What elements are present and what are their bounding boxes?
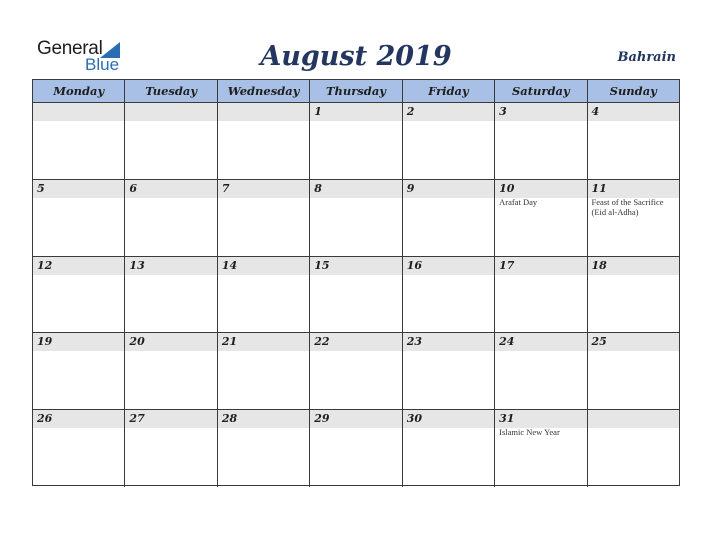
day-number: 31 — [499, 412, 515, 426]
day-number: 29 — [314, 412, 330, 426]
day-number: 26 — [37, 412, 53, 426]
day-cell-13 — [124, 257, 216, 333]
day-number: 20 — [129, 335, 145, 349]
day-cell-10 — [494, 180, 586, 256]
day-cell-11 — [587, 180, 679, 256]
day-cell-8 — [309, 180, 401, 256]
day-number: 24 — [499, 335, 515, 349]
day-cell-3 — [494, 103, 586, 179]
day-cell-20 — [124, 333, 216, 409]
calendar-grid — [32, 79, 680, 486]
day-cell-15 — [309, 257, 401, 333]
day-cell-19 — [33, 333, 124, 409]
day-cell-26 — [33, 410, 124, 487]
day-number: 2 — [406, 105, 415, 118]
day-cell-16 — [402, 257, 494, 333]
day-cell-28 — [217, 410, 309, 487]
day-cell-4 — [587, 103, 679, 179]
day-number-band — [310, 180, 401, 198]
week-row — [33, 257, 679, 334]
day-cell-6 — [124, 180, 216, 256]
day-number-band — [403, 180, 494, 198]
day-number: 1 — [314, 105, 322, 118]
day-cell-27 — [124, 410, 216, 487]
day-cell-23 — [402, 333, 494, 409]
day-number: 3 — [499, 105, 507, 118]
holiday-label: Feast of the Sacrifice (Eid al-Adha) — [591, 196, 664, 218]
day-number: 23 — [406, 335, 422, 349]
day-cell-empty — [33, 103, 124, 179]
day-number: 8 — [314, 181, 322, 195]
day-number: 18 — [591, 258, 607, 272]
day-cell-18 — [587, 257, 679, 333]
day-cell-5 — [33, 180, 124, 256]
day-number-band — [403, 103, 494, 121]
day-number: 25 — [591, 335, 607, 349]
logo-text-general: General — [37, 38, 103, 59]
weekday-header-sunday: Sunday — [587, 80, 679, 102]
day-number: 10 — [499, 181, 515, 195]
day-number: 12 — [37, 258, 53, 272]
day-number: 4 — [591, 105, 600, 118]
day-number-band — [125, 180, 216, 198]
weekday-header-thursday: Thursday — [309, 80, 401, 102]
weekday-header-wednesday: Wednesday — [217, 80, 309, 102]
day-cell-30 — [402, 410, 494, 487]
day-number-band — [218, 103, 309, 121]
day-cell-22 — [309, 333, 401, 409]
day-number: 19 — [37, 335, 53, 349]
day-cell-12 — [33, 257, 124, 333]
day-cell-21 — [217, 333, 309, 409]
day-cell-14 — [217, 257, 309, 333]
day-number: 22 — [314, 335, 330, 349]
day-cell-25 — [587, 333, 679, 409]
day-number: 30 — [406, 412, 422, 426]
weekday-header-saturday: Saturday — [494, 80, 586, 102]
holiday-label: Arafat Day — [499, 196, 538, 207]
day-number-band — [310, 103, 401, 121]
day-number: 28 — [221, 412, 238, 426]
weekday-header-monday: Monday — [53, 84, 105, 98]
week-row — [33, 180, 679, 257]
day-cell-31 — [494, 410, 586, 487]
day-number-band — [495, 103, 586, 121]
weekday-header-friday: Friday — [402, 80, 494, 102]
day-number: 16 — [406, 258, 422, 272]
day-cell-24 — [494, 333, 586, 409]
day-number: 15 — [314, 258, 330, 272]
holiday-label: Islamic New Year — [499, 427, 560, 438]
weekday-header-row — [33, 80, 679, 103]
day-cell-empty — [587, 410, 679, 487]
weekday-header-tuesday: Tuesday — [124, 80, 216, 102]
calendar-weeks — [33, 103, 679, 487]
day-number-band — [33, 180, 124, 198]
day-cell-7 — [217, 180, 309, 256]
day-number-band — [125, 103, 216, 121]
day-number: 11 — [591, 181, 607, 195]
week-row — [33, 333, 679, 410]
day-number: 6 — [129, 181, 138, 195]
day-cell-17 — [494, 257, 586, 333]
day-number: 5 — [37, 181, 45, 195]
day-cell-9 — [402, 180, 494, 256]
week-row — [33, 410, 679, 487]
day-number: 17 — [499, 258, 515, 272]
day-cell-empty — [217, 103, 309, 179]
day-cell-1 — [309, 103, 401, 179]
page-title: August 2019 — [260, 41, 452, 72]
day-number: 9 — [406, 181, 415, 195]
country-label: Bahrain — [617, 50, 676, 65]
day-number-band — [218, 180, 309, 198]
day-cell-empty — [124, 103, 216, 179]
day-cell-2 — [402, 103, 494, 179]
day-number: 27 — [129, 412, 145, 426]
logo-text-blue: Blue — [85, 55, 120, 74]
day-number: 14 — [221, 258, 238, 272]
day-number-band — [33, 103, 124, 121]
day-number-band — [588, 103, 679, 121]
day-number: 7 — [221, 181, 230, 195]
day-number: 21 — [221, 335, 238, 349]
day-cell-29 — [309, 410, 401, 487]
week-row — [33, 103, 679, 180]
day-number: 13 — [129, 258, 145, 272]
day-number-band — [588, 410, 679, 428]
